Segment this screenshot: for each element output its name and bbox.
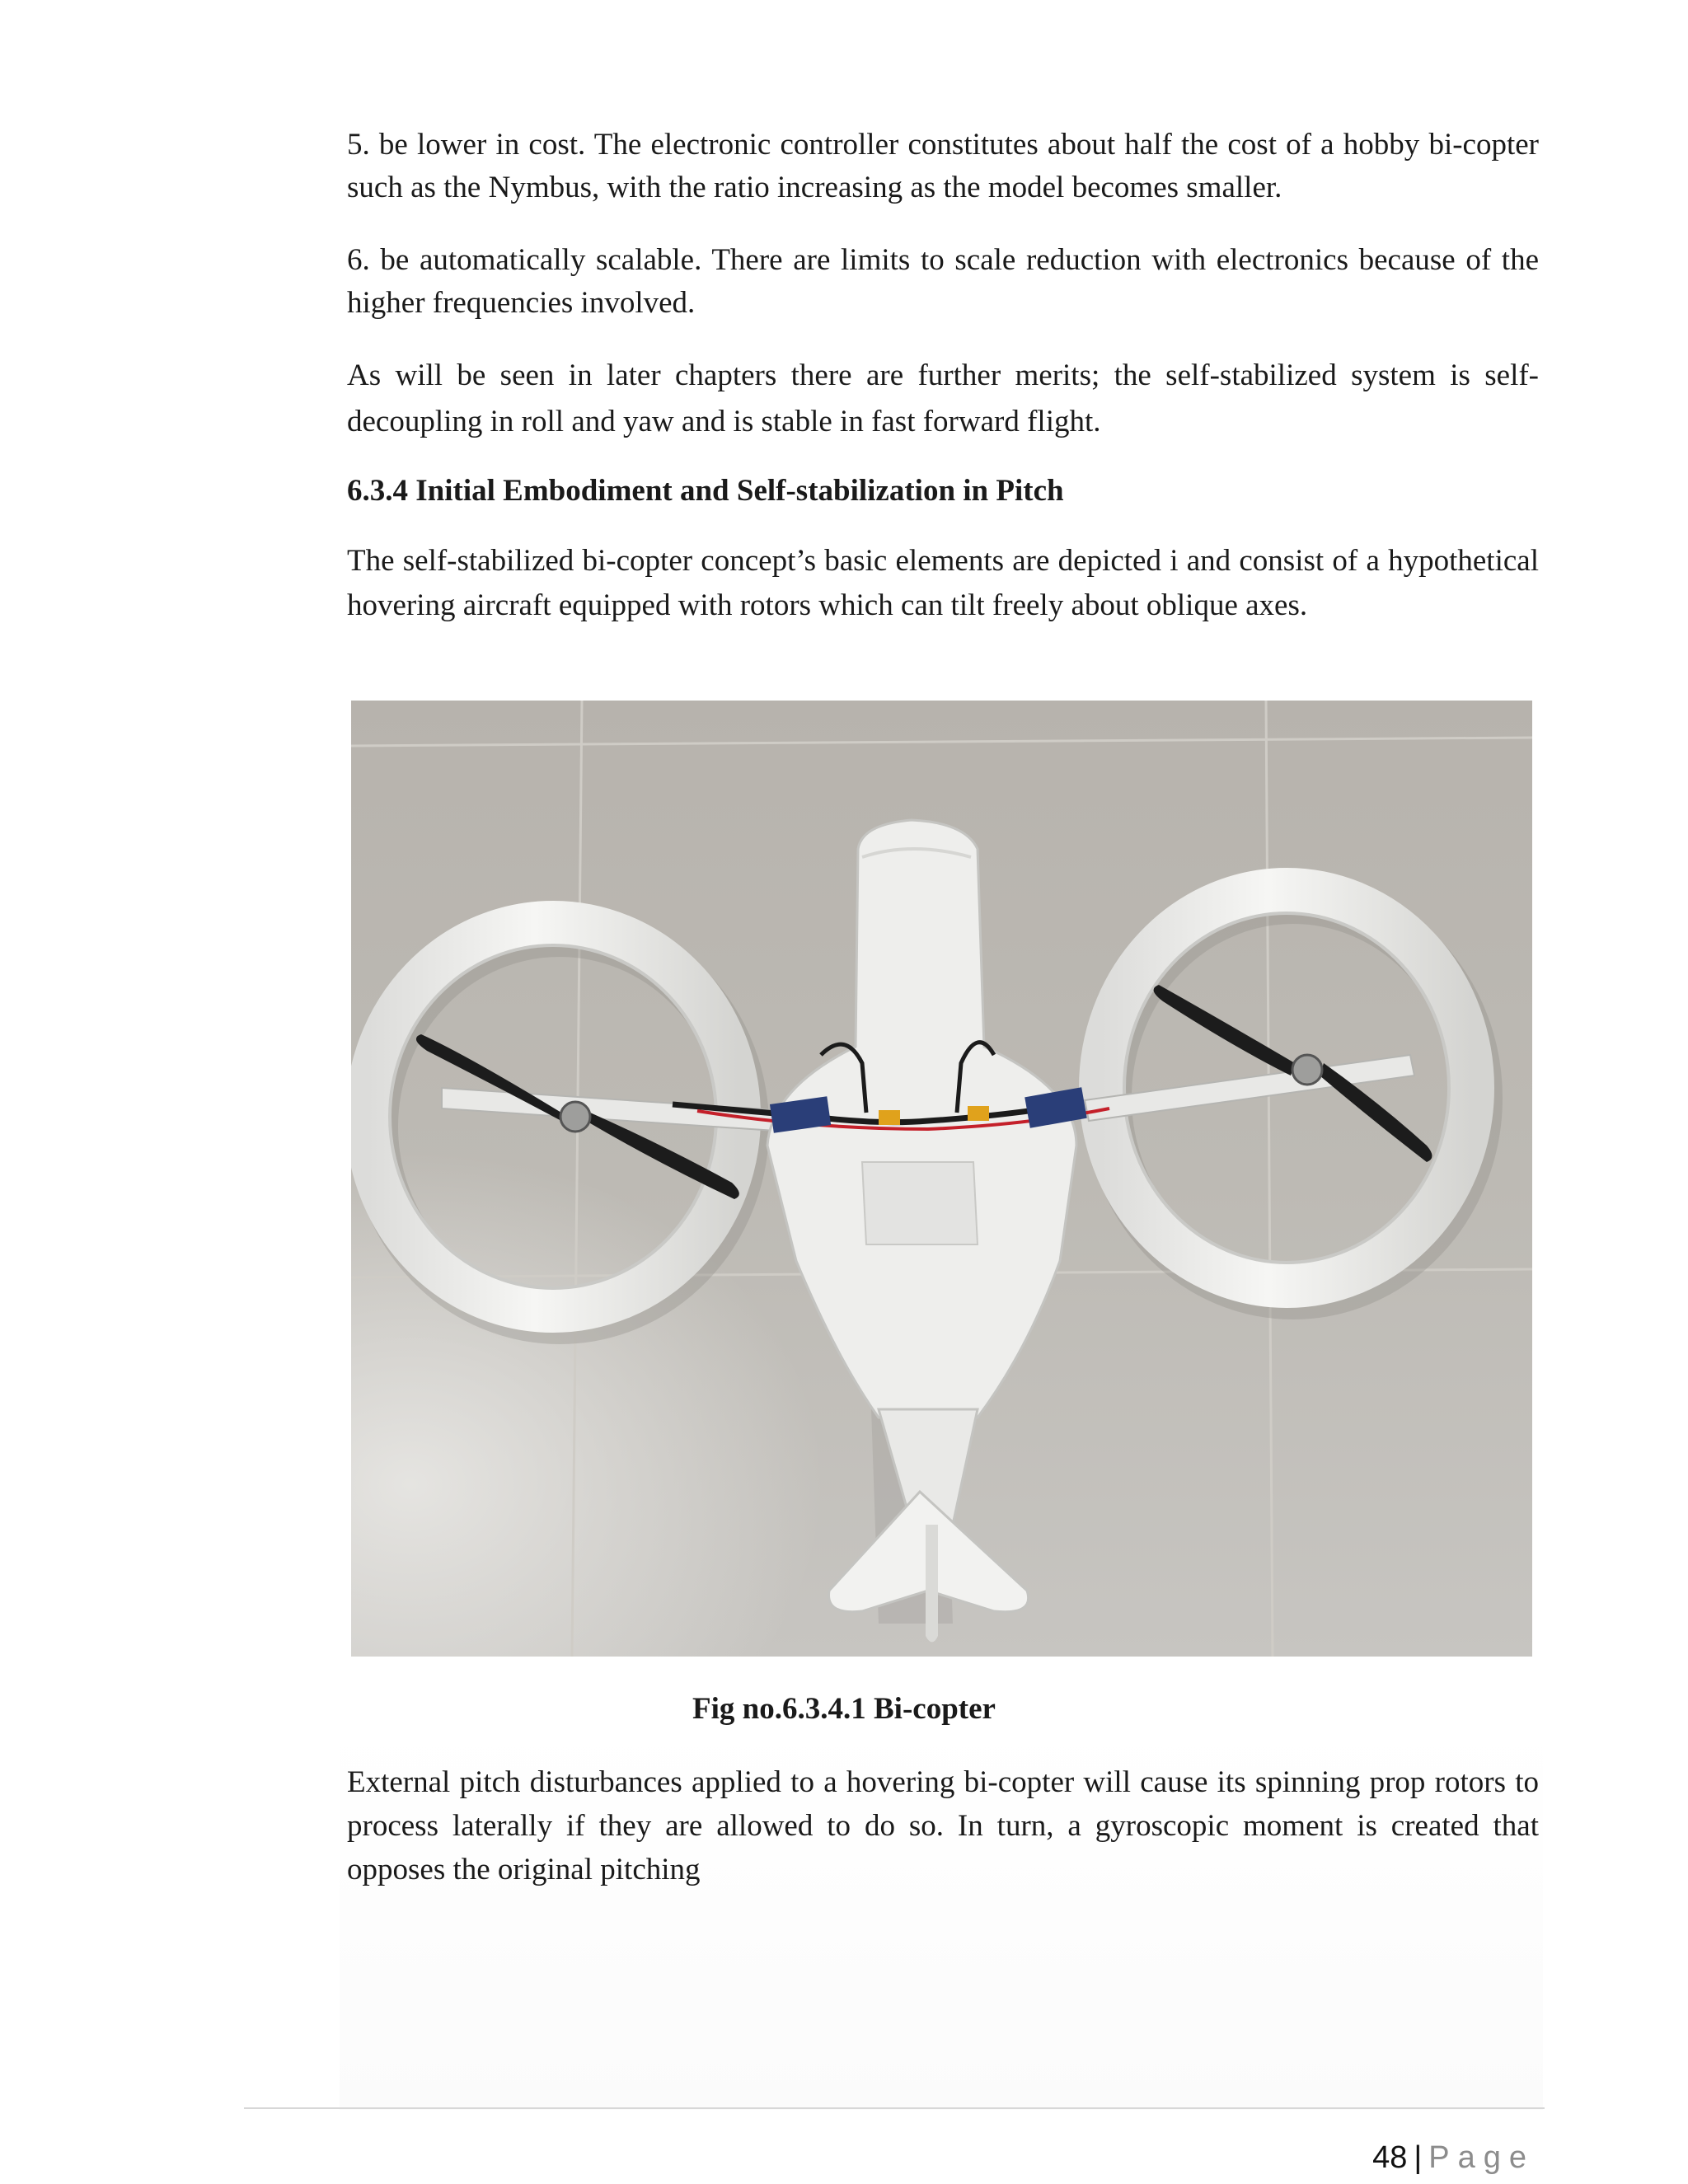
list-item-5: 5. be lower in cost. The electronic controller constitutes about half the cost of a hobby bi-copter such as the Nymbus, with the ratio increasing as the model becomes smaller.: [347, 128, 1539, 204]
page-number: 48: [1372, 2140, 1408, 2175]
section-heading: 6.3.4 Initial Embodiment and Self-stabilization in Pitch: [347, 474, 1064, 508]
page-footer: [1372, 2139, 1535, 2176]
page-label: Page: [1428, 2140, 1535, 2175]
footer-divider: [244, 2107, 1545, 2109]
bicopter-photo: [351, 701, 1532, 1657]
paragraph-merits: As will be seen in later chapters there are further merits; the self-stabilized system is self-decoupling in roll and yaw and is stable in fast forward flight.: [347, 359, 1539, 438]
figure-caption: Fig no.6.3.4.1 Bi-copter: [692, 1692, 996, 1726]
paragraph-external-disturbances: External pitch disturbances applied to a hovering bi-copter will cause its spinning prop rotors to process laterally if they are allowed to do so. In turn, a gyroscopic moment is created that opposes the original pitching: [347, 1765, 1539, 1886]
footer-separator: |: [1414, 2140, 1423, 2175]
list-item-6: 6. be automatically scalable. There are limits to scale reduction with electronics because of the higher frequencies involved.: [347, 243, 1539, 320]
paragraph-concept: The self-stabilized bi-copter concept’s basic elements are depicted i and consist of a hypothetical hovering aircraft equipped with rotors which can tilt freely about oblique axes.: [347, 544, 1539, 622]
